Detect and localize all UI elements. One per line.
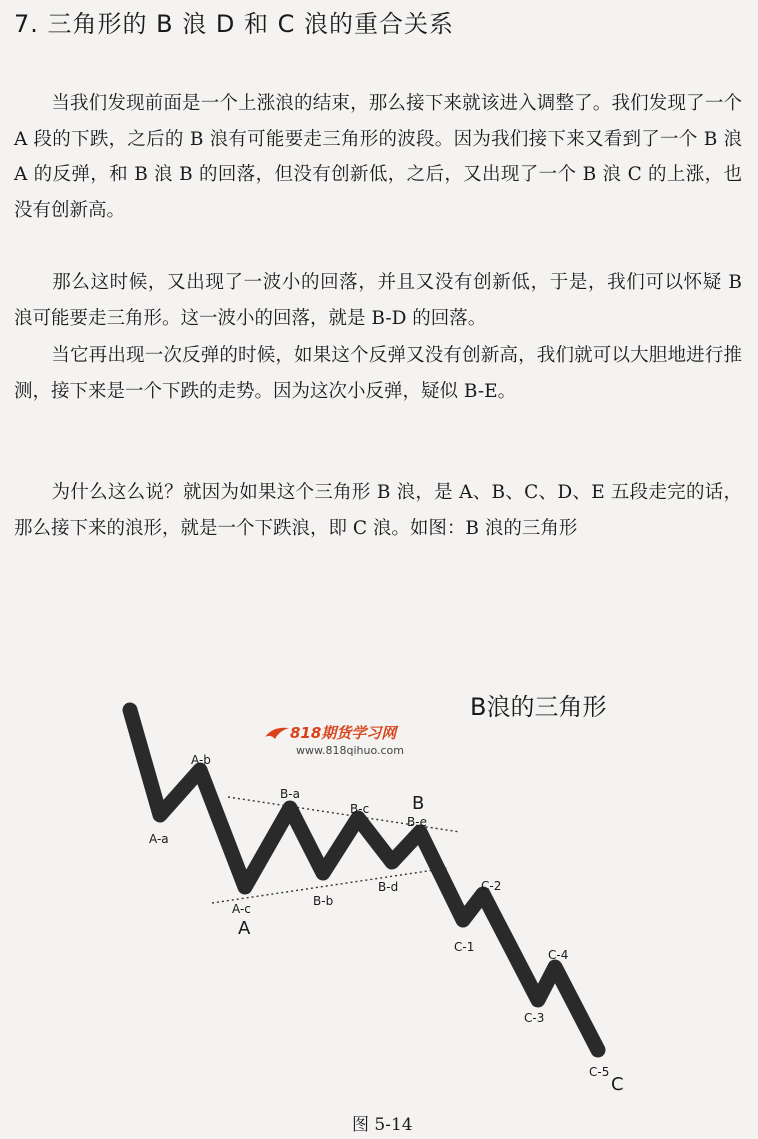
label-b-a: B-a <box>280 787 300 801</box>
label-c-4: C-4 <box>548 948 569 962</box>
label-c-3: C-3 <box>524 1011 545 1025</box>
paragraph-1: 当我们发现前面是一个上涨浪的结束，那么接下来就该进入调整了。我们发现了一个 A 段的下跌，之后的 B 浪有可能要走三角形的波段。因为我们接下来又看到了一个 B 浪 A 的反弹，和 B 浪 B 的回落，但没有创新低，之后，又出现了一个 B 浪 C 的上涨，也没有创新高。 <box>14 93 742 221</box>
label-a-b: A-b <box>191 753 211 767</box>
wave-diagram <box>0 650 758 1100</box>
label-a: A <box>238 918 251 939</box>
paragraph-4: 为什么这么说？就因为如果这个三角形 B 浪，是 A、B、C、D、E 五段走完的话，那么接下来的浪形，就是一个下跌浪，即 C 浪。如图：B 浪的三角形 <box>14 482 742 539</box>
label-a-c: A-c <box>232 902 251 916</box>
label-b-c: B-c <box>350 802 370 816</box>
logo-url: www.818qihuo.com <box>296 743 404 757</box>
label-c-5: C-5 <box>589 1065 610 1079</box>
label-b-e: B-e <box>407 815 427 829</box>
label-c-2: C-2 <box>481 879 502 893</box>
label-b-b: B-b <box>313 894 334 908</box>
label-c-1: C-1 <box>454 940 475 954</box>
paragraph-2: 那么这时候，又出现了一波小的回落，并且又没有创新低，于是，我们可以怀疑 B 浪可能要走三角形。这一波小的回落，就是 B-D 的回落。 <box>14 272 742 329</box>
label-c: C <box>611 1074 624 1095</box>
section-heading: 7. 三角形的 B 浪 D 和 C 浪的重合关系 <box>14 10 455 38</box>
figure-title: B浪的三角形 <box>470 693 607 721</box>
figure-caption: 图 5-14 <box>352 1115 413 1135</box>
label-a-a: A-a <box>149 832 169 846</box>
label-b: B <box>412 793 425 814</box>
paragraph-3: 当它再出现一次反弹的时候，如果这个反弹又没有创新高，我们就可以大胆地进行推测，接下来是一个下跌的走势。因为这次小反弹，疑似 B-E。 <box>14 345 742 402</box>
label-b-d: B-d <box>378 880 399 894</box>
logo-text: 818期货学习网 <box>290 724 397 742</box>
